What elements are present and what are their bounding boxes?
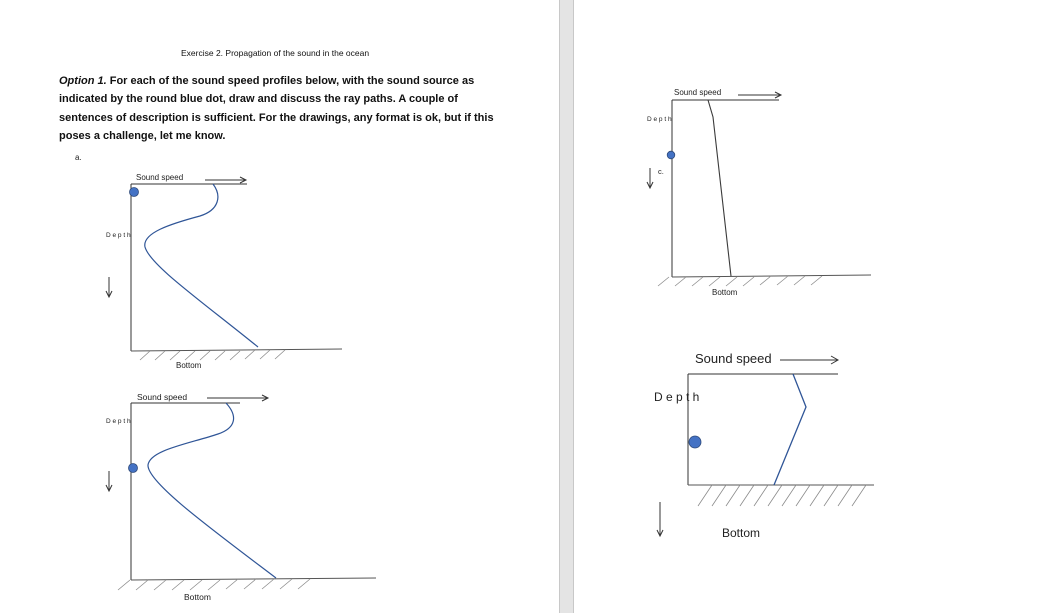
option-label: Option 1. xyxy=(59,75,107,87)
panel-d-bottom-hatch xyxy=(698,485,866,506)
exercise-title: Exercise 2. Propagation of the sound in the ocean xyxy=(181,48,370,58)
panel-d-sound-speed-label: Sound speed xyxy=(695,351,772,366)
panel-c-sound-speed-label: Sound speed xyxy=(674,88,722,97)
panel-a-bottom-label: Bottom xyxy=(176,361,202,370)
panel-d-sound-speed-profile xyxy=(774,374,806,485)
panel-a-sound-speed-label: Sound speed xyxy=(136,173,184,182)
panel-b-sound-speed-profile xyxy=(148,403,276,578)
panel-a-depth-label: D e p t h xyxy=(106,232,131,239)
panel-d-diagram xyxy=(574,0,1046,613)
document-page-right xyxy=(574,0,1046,613)
panel-c-depth-label: D e p t h xyxy=(647,116,672,123)
page-gap xyxy=(559,0,574,613)
panel-d-depth-label: D e p t h xyxy=(654,390,700,404)
panel-d-bottom-label: Bottom xyxy=(722,526,761,540)
panel-a-marker: a. xyxy=(75,153,82,162)
instructions-text: For each of the sound speed profiles below, with the sound source as indicated by the round blue dot, draw and discuss the ray paths. A couple of sentences of description is sufficient. For the drawings, any format is ok, but if this poses a challenge, let me know. xyxy=(59,75,494,142)
panel-b-sound-speed-label: Sound speed xyxy=(137,392,188,402)
panel-b-sound-source-dot xyxy=(129,464,138,473)
panel-c-marker: c. xyxy=(658,167,664,176)
panel-c-bottom-label: Bottom xyxy=(712,288,738,297)
panel-b-depth-label: D e p t h xyxy=(106,418,131,425)
panel-b-bottom-label: Bottom xyxy=(184,592,211,602)
panel-b-bottom-line xyxy=(131,578,376,580)
panel-d-sound-source-dot xyxy=(689,436,701,448)
panel-b-bottom-hatch xyxy=(118,579,310,590)
